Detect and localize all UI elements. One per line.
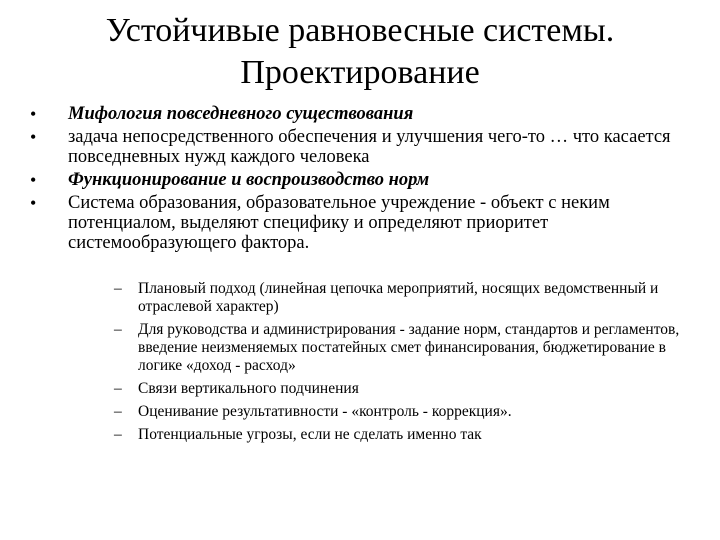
- dash-marker: –: [114, 380, 122, 397]
- slide-title-line-2: Проектирование: [240, 54, 480, 91]
- bullet-text: Система образования, образовательное учреждение - объект с неким потенциалом, выделяют специфику и определяют приоритет системообразующего фактора.: [68, 193, 610, 253]
- bullet-item: [28, 104, 708, 124]
- sub-item: [100, 403, 698, 421]
- dash-marker: –: [114, 280, 122, 297]
- sub-item: [100, 321, 698, 375]
- bullet-marker: •: [30, 127, 37, 147]
- bullet-marker: •: [30, 104, 37, 124]
- dash-marker: –: [114, 426, 122, 443]
- sub-item-text: Для руководства и администрирования - задание норм, стандартов и регламентов, введение неизменяемых постатейных смет финансирования, бюджетирование в логике «доход - расход»: [138, 321, 680, 374]
- sub-item-text: Плановый подход (линейная цепочка мероприятий, носящих ведомственный и отраслевой характер): [138, 280, 659, 315]
- bullet-marker: •: [30, 170, 37, 190]
- bullet-item: [28, 170, 708, 190]
- dash-marker: –: [114, 403, 122, 420]
- sub-item: [100, 380, 698, 398]
- slide-title-line-1: Устойчивые равновесные системы.: [105, 12, 615, 49]
- sub-list-container: [100, 272, 700, 449]
- dash-marker: –: [114, 321, 122, 338]
- bullet-text: Функционирование и воспроизводство норм: [68, 170, 430, 190]
- bullet-marker: •: [30, 193, 37, 213]
- bullet-text: Мифология повседневного существования: [68, 104, 414, 124]
- bullet-list: [28, 104, 708, 256]
- slide-title: [60, 10, 660, 94]
- bullet-text: задача непосредственного обеспечения и улучшения чего-то … что касается повседневных нужд каждого человека: [68, 127, 671, 167]
- sub-item-text: Оценивание результативности - «контроль - коррекция».: [138, 403, 512, 420]
- bullet-item: [28, 193, 708, 253]
- sub-item-text: Связи вертикального подчинения: [138, 380, 359, 397]
- sub-list: [100, 280, 700, 444]
- sub-item: [100, 426, 698, 444]
- bullet-item: [28, 127, 708, 167]
- sub-item: [100, 280, 698, 316]
- sub-item-text: Потенциальные угрозы, если не сделать именно так: [138, 426, 482, 443]
